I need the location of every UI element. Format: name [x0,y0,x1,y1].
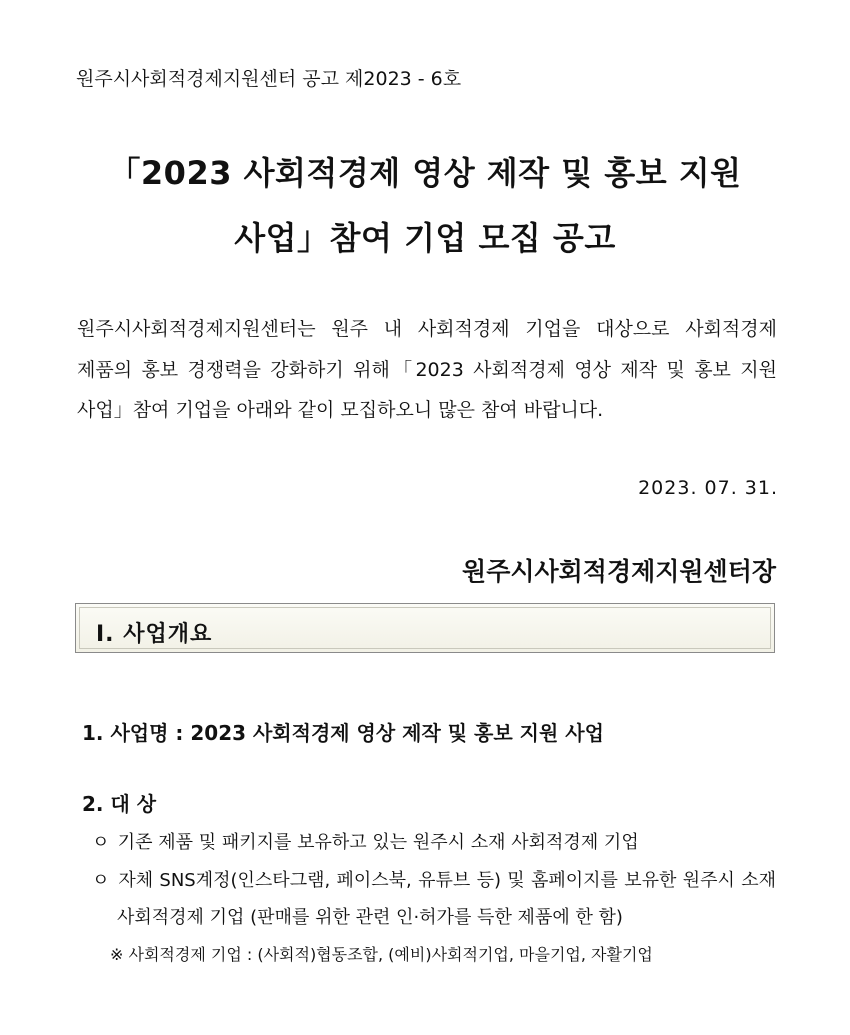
target-bullet-2 [92,866,776,892]
signer-name: 원주시사회적경제지원센터장 [462,557,776,586]
target-heading-item: 2. 대 상 [82,792,157,816]
section-header-box [75,603,775,653]
bullet-circle-icon: ㅇ [92,870,110,891]
document-title-line-2: 사업」참여 기업 모집 공고 [234,219,616,257]
target-bullet-1-text: 기존 제품 및 패키지를 보유하고 있는 원주시 소재 사회적경제 기업 [117,832,639,853]
intro-paragraph-line-2: 제품의 홍보 경쟁력을 강화하기 위해「2023 사회적경제 영상 제작 및 홍보 지원 [77,359,777,381]
section-title: Ⅰ. 사업개요 [96,622,213,647]
project-name-item: 1. 사업명 : 2023 사회적경제 영상 제작 및 홍보 지원 사업 [82,721,604,745]
intro-paragraph-line-3: 사업」참여 기업을 아래와 같이 모집하오니 많은 참여 바랍니다. [77,399,604,421]
intro-paragraph-line-1: 원주시사회적경제지원센터는 원주 내 사회적경제 기업을 대상으로 사회적경제 [77,318,777,340]
target-bullet-2-continuation: 사회적경제 기업 (판매를 위한 관련 인·허가를 득한 제품에 한 함) [117,907,623,928]
notice-number: 원주시사회적경제지원센터 공고 제2023 - 6호 [76,68,462,90]
target-bullet-2-text: 자체 SNS계정(인스타그램, 페이스북, 유튜브 등) 및 홈페이지를 보유한 원주시 소재 [118,870,776,891]
target-bullet-1 [92,828,639,854]
document-title-line-1: 「2023 사회적경제 영상 제작 및 홍보 지원 [108,154,742,192]
notice-date: 2023. 07. 31. [638,477,778,499]
reference-note: ※ 사회적경제 기업 : (사회적)협동조합, (예비)사회적기업, 마을기업, 자활기업 [110,945,653,964]
bullet-circle-icon: ㅇ [92,832,110,853]
